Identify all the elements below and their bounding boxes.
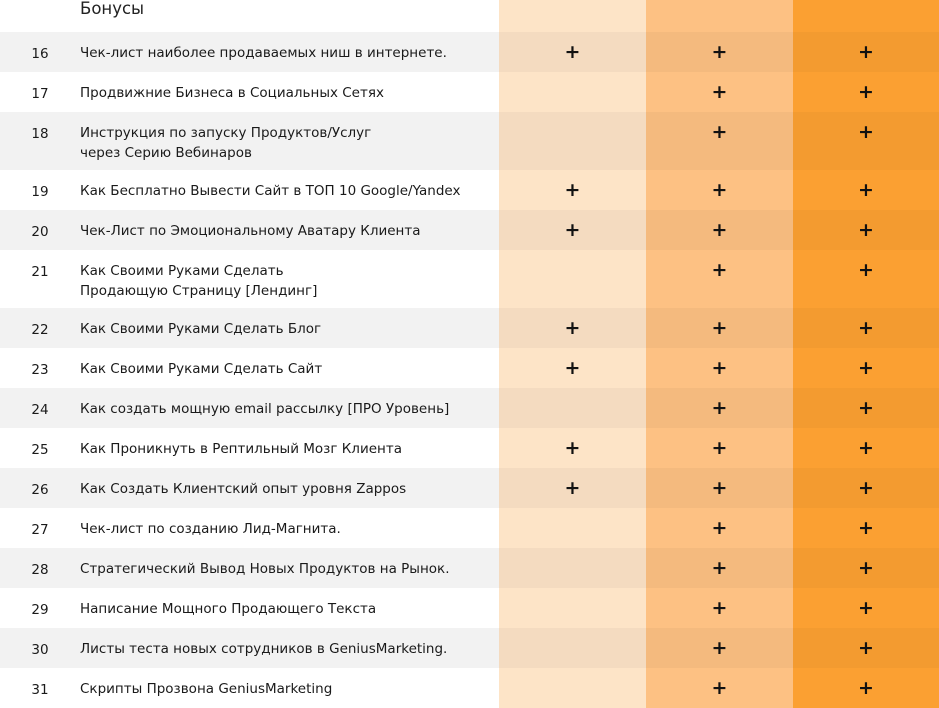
table-row (0, 32, 939, 72)
row-number: 20 (31, 224, 49, 240)
row-number: 22 (31, 322, 49, 338)
bonus-name: Чек-Лист по Эмоциональному Аватару Клиента (80, 223, 421, 239)
tier-3-cell (793, 428, 939, 468)
plus-icon: + (711, 517, 728, 539)
tier-3-cell (793, 388, 939, 428)
table-row (0, 388, 939, 428)
tier-2-cell (646, 428, 793, 468)
plus-icon: + (711, 637, 728, 659)
table-row (0, 250, 939, 308)
plus-icon: + (564, 437, 581, 459)
bonus-name: Чек-лист наиболее продаваемых ниш в интернете. (80, 45, 447, 61)
row-number: 17 (31, 86, 49, 102)
plus-icon: + (858, 41, 874, 63)
tier-2-cell (646, 250, 793, 308)
tier-1-cell (499, 428, 646, 468)
bonus-name: Как создать мощную email рассылку [ПРО Уровень] (80, 401, 450, 417)
plus-icon: + (858, 557, 874, 579)
tier-3-cell (793, 112, 939, 170)
bonus-name: Как Проникнуть в Рептильный Мозг Клиента (80, 441, 402, 457)
bonus-name: Как Создать Клиентский опыт уровня Zappos (80, 481, 407, 497)
row-number: 29 (31, 602, 49, 618)
tier-1-cell (499, 588, 646, 628)
tier-2-cell (646, 668, 793, 708)
plus-icon: + (858, 397, 874, 419)
tier-2-cell (646, 388, 793, 428)
tier-1-cell (499, 668, 646, 708)
row-number: 27 (31, 522, 49, 538)
plus-icon: + (858, 517, 874, 539)
table-row (0, 628, 939, 668)
tier-3-cell (793, 668, 939, 708)
tier-2-cell (646, 72, 793, 112)
tier-3-cell (793, 250, 939, 308)
tier-3-cell (793, 210, 939, 250)
plus-icon: + (564, 477, 581, 499)
row-number: 23 (31, 362, 49, 378)
plus-icon: + (711, 677, 728, 699)
table-row (0, 428, 939, 468)
tier-3-cell (793, 628, 939, 668)
tier-1-cell (499, 250, 646, 308)
tier-1-cell (499, 508, 646, 548)
tier-3-cell (793, 548, 939, 588)
tier-2-cell (646, 210, 793, 250)
plus-icon: + (564, 219, 581, 241)
tier-1-cell (499, 308, 646, 348)
tier-1-cell (499, 348, 646, 388)
tier-1-cell (499, 210, 646, 250)
tier-3-cell (793, 32, 939, 72)
plus-icon: + (564, 41, 581, 63)
tier-3-cell (793, 468, 939, 508)
tier-2-cell (646, 548, 793, 588)
plus-icon: + (858, 357, 874, 379)
bonus-name: Написание Мощного Продающего Текста (80, 601, 377, 617)
plus-icon: + (711, 179, 728, 201)
row-number: 25 (31, 442, 49, 458)
plus-icon: + (858, 317, 874, 339)
row-number: 16 (31, 46, 49, 62)
tier-1-cell (499, 170, 646, 210)
row-number: 28 (31, 562, 49, 578)
plus-icon: + (858, 259, 874, 281)
tier-2-cell (646, 508, 793, 548)
plus-icon: + (858, 677, 874, 699)
plus-icon: + (711, 317, 728, 339)
plus-icon: + (711, 121, 728, 143)
tier-1-cell (499, 72, 646, 112)
bonus-name: Как Своими Руками Сделать Сайт (80, 361, 323, 377)
tier-2-cell (646, 348, 793, 388)
tier-3-cell (793, 588, 939, 628)
table-row (0, 588, 939, 628)
bonus-name: Как Своими Руками Сделать Продающую Страницу [Лендинг] (80, 263, 318, 299)
bonus-name: Инструкция по запуску Продуктов/Услуг через Серию Вебинаров (80, 125, 372, 161)
tier-1-cell (499, 468, 646, 508)
plus-icon: + (711, 219, 728, 241)
bonus-name: Как Своими Руками Сделать Блог (80, 321, 322, 337)
row-number: 19 (31, 184, 49, 200)
tier-2-cell (646, 170, 793, 210)
table-row (0, 508, 939, 548)
table-row (0, 348, 939, 388)
tier-1-cell (499, 628, 646, 668)
tier-2-cell (646, 628, 793, 668)
row-number: 26 (31, 482, 49, 498)
plus-icon: + (711, 259, 728, 281)
tier-1-cell (499, 32, 646, 72)
bonus-name: Как Бесплатно Вывести Сайт в ТОП 10 Google/Yandex (80, 183, 461, 199)
table-row (0, 548, 939, 588)
row-number: 18 (31, 126, 49, 142)
plus-icon: + (564, 179, 581, 201)
plus-icon: + (564, 317, 581, 339)
table-row (0, 668, 939, 708)
table-row (0, 72, 939, 112)
tier-3-cell (793, 348, 939, 388)
plus-icon: + (858, 179, 874, 201)
plus-icon: + (858, 121, 874, 143)
table-row (0, 112, 939, 170)
tier-3-cell (793, 308, 939, 348)
plus-icon: + (711, 81, 728, 103)
plus-icon: + (858, 437, 874, 459)
tier-2-cell (646, 588, 793, 628)
tier-1-cell (499, 388, 646, 428)
bonus-name: Скрипты Прозвона GeniusMarketing (80, 681, 333, 697)
plus-icon: + (858, 219, 874, 241)
plus-icon: + (711, 437, 728, 459)
bonus-name: Стратегический Вывод Новых Продуктов на Рынок. (80, 561, 450, 577)
tier-2-cell (646, 32, 793, 72)
bonus-name: Продвижние Бизнеса в Социальных Сетях (80, 85, 384, 101)
row-number: 31 (31, 682, 49, 698)
row-number: 24 (31, 402, 49, 418)
table-row (0, 210, 939, 250)
bonus-name: Чек-лист по созданию Лид-Магнита. (80, 521, 341, 537)
plus-icon: + (858, 81, 874, 103)
bonus-name: Листы теста новых сотрудников в GeniusMarketing. (80, 641, 448, 657)
plus-icon: + (564, 357, 581, 379)
plus-icon: + (711, 357, 728, 379)
tier-2-cell (646, 308, 793, 348)
tier-1-cell (499, 112, 646, 170)
row-number: 21 (31, 264, 49, 280)
plus-icon: + (711, 597, 728, 619)
row-number: 30 (31, 642, 49, 658)
tier-2-cell (646, 112, 793, 170)
tier-1-cell (499, 548, 646, 588)
plus-icon: + (711, 397, 728, 419)
plus-icon: + (858, 637, 874, 659)
plus-icon: + (858, 597, 874, 619)
tier-2-cell (646, 468, 793, 508)
plus-icon: + (711, 41, 728, 63)
tier-3-cell (793, 72, 939, 112)
plus-icon: + (711, 557, 728, 579)
tier-3-cell (793, 170, 939, 210)
table-row (0, 170, 939, 210)
section-title: Бонусы (80, 0, 145, 18)
plus-icon: + (858, 477, 874, 499)
table-row (0, 308, 939, 348)
table-row (0, 468, 939, 508)
plus-icon: + (711, 477, 728, 499)
tier-3-cell (793, 508, 939, 548)
